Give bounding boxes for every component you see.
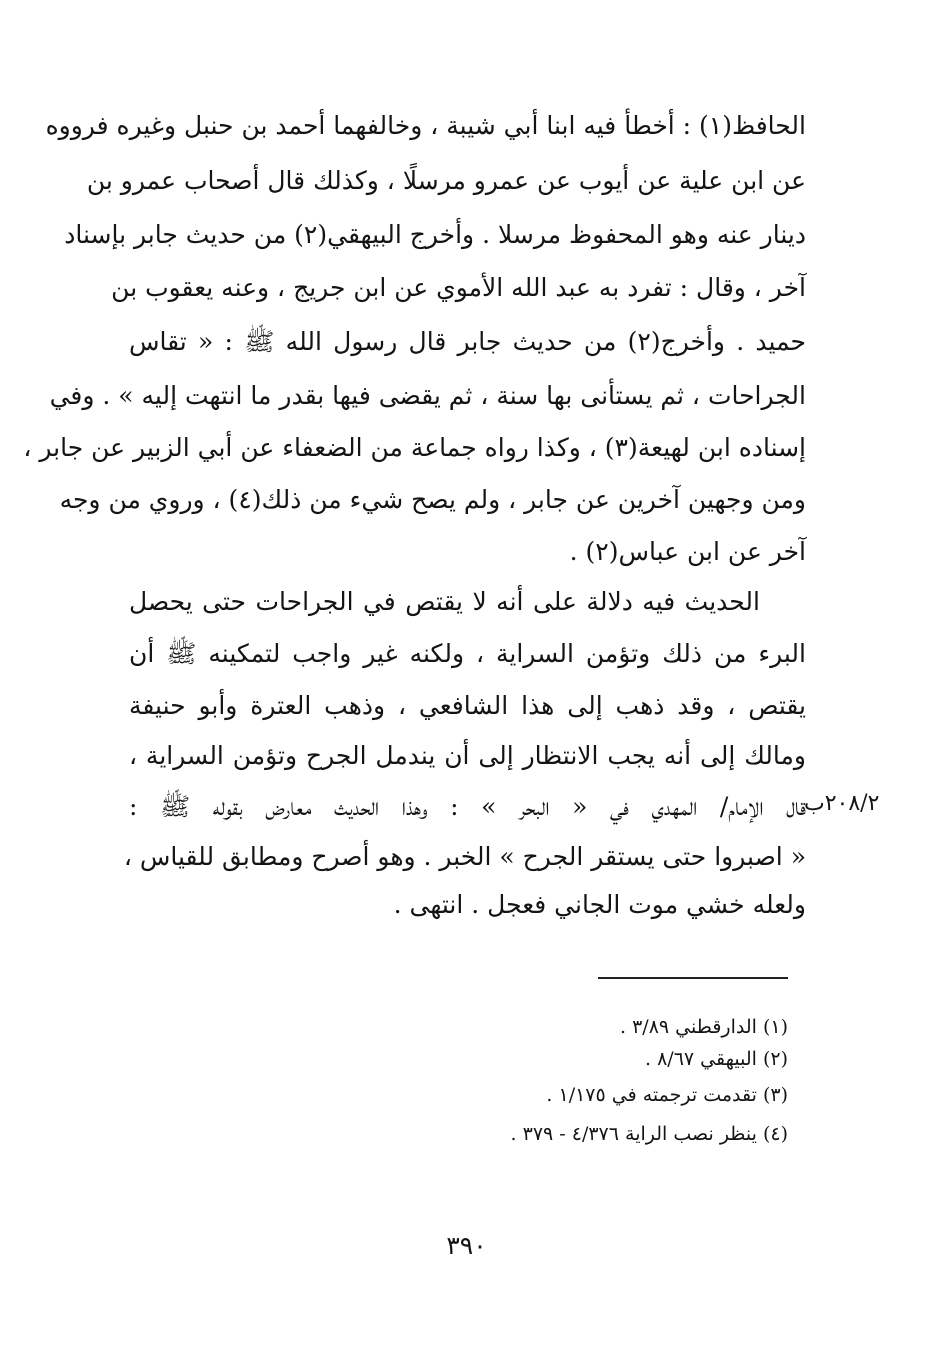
text-line: قال الإمام/ المهدي في « البحر » : وهذا الحديث معارض بقوله ﷺ : — [129, 792, 806, 821]
text-line: إسناده ابن لهيعة(٣) ، وكذا رواه جماعة من الضعفاء عن أبي الزبير عن جابر ، — [23, 433, 806, 462]
text-line: ولعله خشي موت الجاني فعجل . انتهى . — [393, 890, 806, 919]
text-line: عن ابن علية عن أيوب عن عمرو مرسلًا ، وكذلك قال أصحاب عمرو بن — [86, 166, 806, 195]
text-line: ومالك إلى أنه يجب الانتظار إلى أن يندمل الجرح وتؤمن السراية ، — [129, 741, 806, 770]
footnote: (٣) تقدمت ترجمته في ١/١٧٥ . — [546, 1084, 788, 1106]
text-line: ومن وجهين آخرين عن جابر ، ولم يصح شيء من ذلك(٤) ، وروي من وجه — [59, 485, 806, 514]
text-line: يقتص ، وقد ذهب إلى هذا الشافعي ، وذهب العترة وأبو حنيفة — [129, 691, 806, 720]
text-line: آخر عن ابن عباس(٢) . — [569, 537, 806, 566]
text-line: الحافظ(١) : أخطأ فيه ابنا أبي شيبة ، وخالفهما أحمد بن حنبل وغيره فرووه — [45, 111, 806, 140]
footnote: (١) الدارقطني ٣/٨٩ . — [620, 1016, 788, 1038]
page-number: ٣٩٠ — [446, 1231, 487, 1260]
text-line: الحديث فيه دلالة على أنه لا يقتص في الجراحات حتى يحصل — [129, 587, 760, 616]
text-line: الجراحات ، ثم يستأنى بها سنة ، ثم يقضى فيها بقدر ما انتهت إليه » . وفي — [49, 381, 806, 410]
text-line: البرء من ذلك وتؤمن السراية ، ولكنه غير واجب لتمكينه ﷺ أن — [129, 639, 806, 668]
footnote-separator — [598, 977, 788, 979]
text-line: آخر ، وقال : تفرد به عبد الله الأموي عن ابن جريج ، وعنه يعقوب بن — [111, 273, 806, 302]
text-line: دينار عنه وهو المحفوظ مرسلا . وأخرج البيهقي(٢) من حديث جابر بإسناد — [64, 220, 806, 249]
manuscript-folio-marker: ٢٠٨/٢ب — [804, 791, 880, 816]
text-line: « اصبروا حتى يستقر الجرح » الخبر . وهو أصرح ومطابق للقياس ، — [123, 842, 806, 871]
footnote: (٢) البيهقي ٨/٦٧ . — [645, 1048, 788, 1070]
text-line: حميد . وأخرج(٢) من حديث جابر قال رسول الله ﷺ : « تقاس — [129, 327, 807, 356]
footnote: (٤) ينظر نصب الراية ٤/٣٧٦ - ٣٧٩ . — [510, 1123, 788, 1145]
